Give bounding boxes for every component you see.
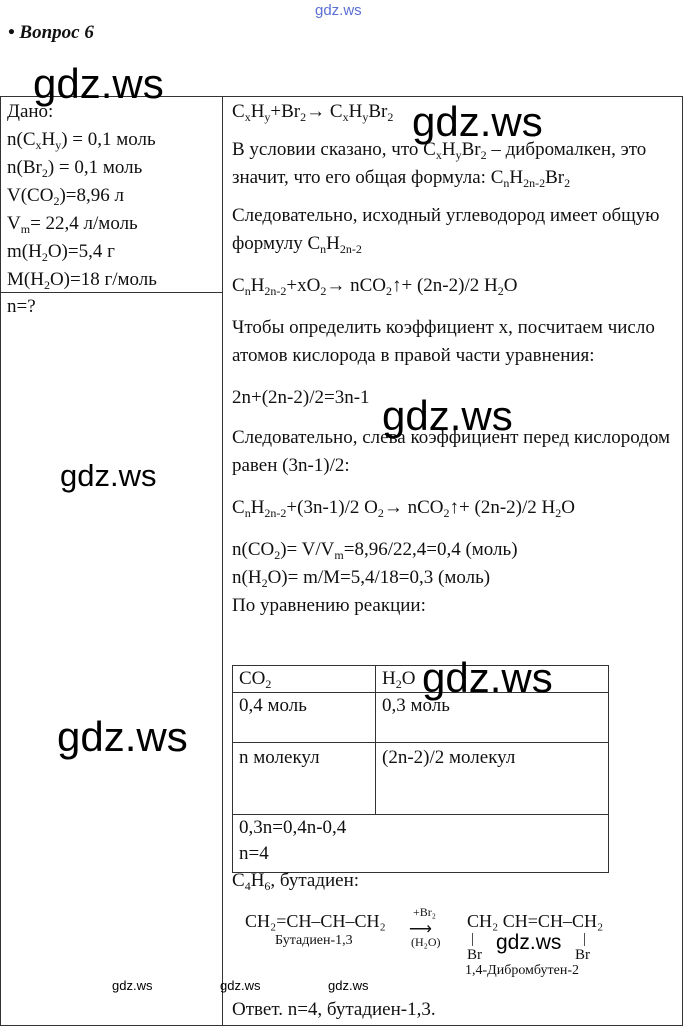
paragraph-left: Следовательно, слева коэффициент перед кислородом равен (3n-1)/2: — [232, 427, 670, 476]
equation-3: 2n+(2n-2)/2=3n-1 — [232, 387, 370, 408]
given-line-4: $V_m= 22,4$ л/моль — [7, 213, 138, 236]
ratio-header-co2: $CO_2$ — [233, 666, 376, 693]
watermark: gdz.ws — [422, 654, 553, 701]
butadiene-line: $C_4H_6$, бутадиен: — [232, 870, 360, 893]
ratio-cell: 0,3 моль — [376, 693, 609, 743]
arrow-icon: ⟶ — [409, 921, 432, 938]
paragraph-reaction: По уравнению реакции: — [232, 595, 426, 616]
watermark: gdz.ws — [60, 458, 157, 493]
bond-2: | — [583, 931, 587, 947]
equation-1: $C_xH_y+Br_2\to C_xH_yBr_2$ — [232, 101, 394, 124]
solution-column — [232, 96, 672, 620]
watermark: gdz.ws — [412, 98, 543, 145]
equation-2: $C_nH_{2n-2}+xO_2\to$ nCO$_2$↑+ (2n-2)/2 $H_2O$ — [232, 275, 518, 298]
solution-eq: 0,3n=0,4n-0,4 — [239, 817, 347, 838]
arrow-top-label: +Br₂ — [413, 905, 436, 919]
ratio-header-h2o: $H_2O$ — [376, 666, 609, 693]
reactant-name: Бутадиен-1,3 — [275, 933, 353, 948]
ratio-cell-solution — [233, 815, 609, 873]
equation-5: $n(CO_2)= V/V_m=8,96/22,4=0,4$ (моль) — [232, 539, 518, 562]
product-formula: CH₂ CH=CH–CH₂ — [467, 911, 604, 931]
paragraph-coefficient: Чтобы определить коэффициент x, посчитаем число атомов кислорода в правой части уравнения: — [232, 317, 655, 366]
given-line-6: $M(H_2O)=18$ г/моль — [7, 269, 157, 292]
answer-line: Ответ. n=4, бутадиен-1,3. — [232, 999, 436, 1020]
ratio-cell: (2n-2)/2 молекул — [376, 743, 609, 815]
watermark: gdz.ws — [112, 978, 153, 993]
equation-4: $C_nH_{2n-2}+(3n-1)/2$ $O_2\to$ nCO$_2$↑+ (2n-2)/2 $H_2O$ — [232, 497, 575, 520]
arrow-bottom-label: (H₂O) — [411, 935, 441, 949]
bromine-1: Br — [467, 947, 482, 963]
reactant-formula: CH₂=CH–CH–CH₂ — [245, 911, 386, 931]
watermark: gdz.ws — [57, 713, 188, 760]
given-line-3: $V(CO_2)=8,96$ л — [7, 185, 124, 208]
given-separator — [0, 292, 223, 293]
ratio-row-molecules — [233, 743, 609, 815]
given-line-5: $m(H_2O)=5,4$ г — [7, 241, 115, 264]
top-watermark: gdz.ws — [315, 2, 362, 19]
watermark: gdz.ws — [33, 60, 164, 107]
bond-1: | — [471, 931, 475, 947]
ratio-row-solution — [233, 815, 609, 873]
given-block — [7, 98, 157, 294]
given-line-1: $n(C_xH_y) = 0,1$ моль — [7, 129, 156, 152]
watermark: gdz.ws — [382, 392, 513, 439]
solution-result: n=4 — [239, 843, 269, 864]
watermark: gdz.ws — [328, 978, 369, 993]
watermark: gdz.ws — [496, 931, 562, 954]
given-header: Дано: — [7, 101, 54, 122]
product-name: 1,4-Дибромбутен-2 — [465, 963, 579, 978]
ratio-cell: 0,4 моль — [233, 693, 376, 743]
question-title: • Вопрос 6 — [8, 22, 94, 43]
paragraph-formula: Следовательно, исходный углеводород имеет общую формулу $C_nH_{2n-2}$ — [232, 205, 660, 256]
paragraph-condition: В условии сказано, что $C_xH_yBr_2$ – дибромалкен, это значит, что его общая формула: $C_nH_{2n-2}Br_2$ — [232, 139, 647, 190]
given-line-2: $n(Br_2) = 0,1$ моль — [7, 157, 143, 180]
watermark: gdz.ws — [220, 978, 261, 993]
find-line: n=? — [7, 296, 36, 317]
ratio-cell: n молекул — [233, 743, 376, 815]
bromine-2: Br — [575, 947, 590, 963]
equation-6: $n(H_2O)= m/M=5,4/18=0,3$ (моль) — [232, 567, 491, 590]
